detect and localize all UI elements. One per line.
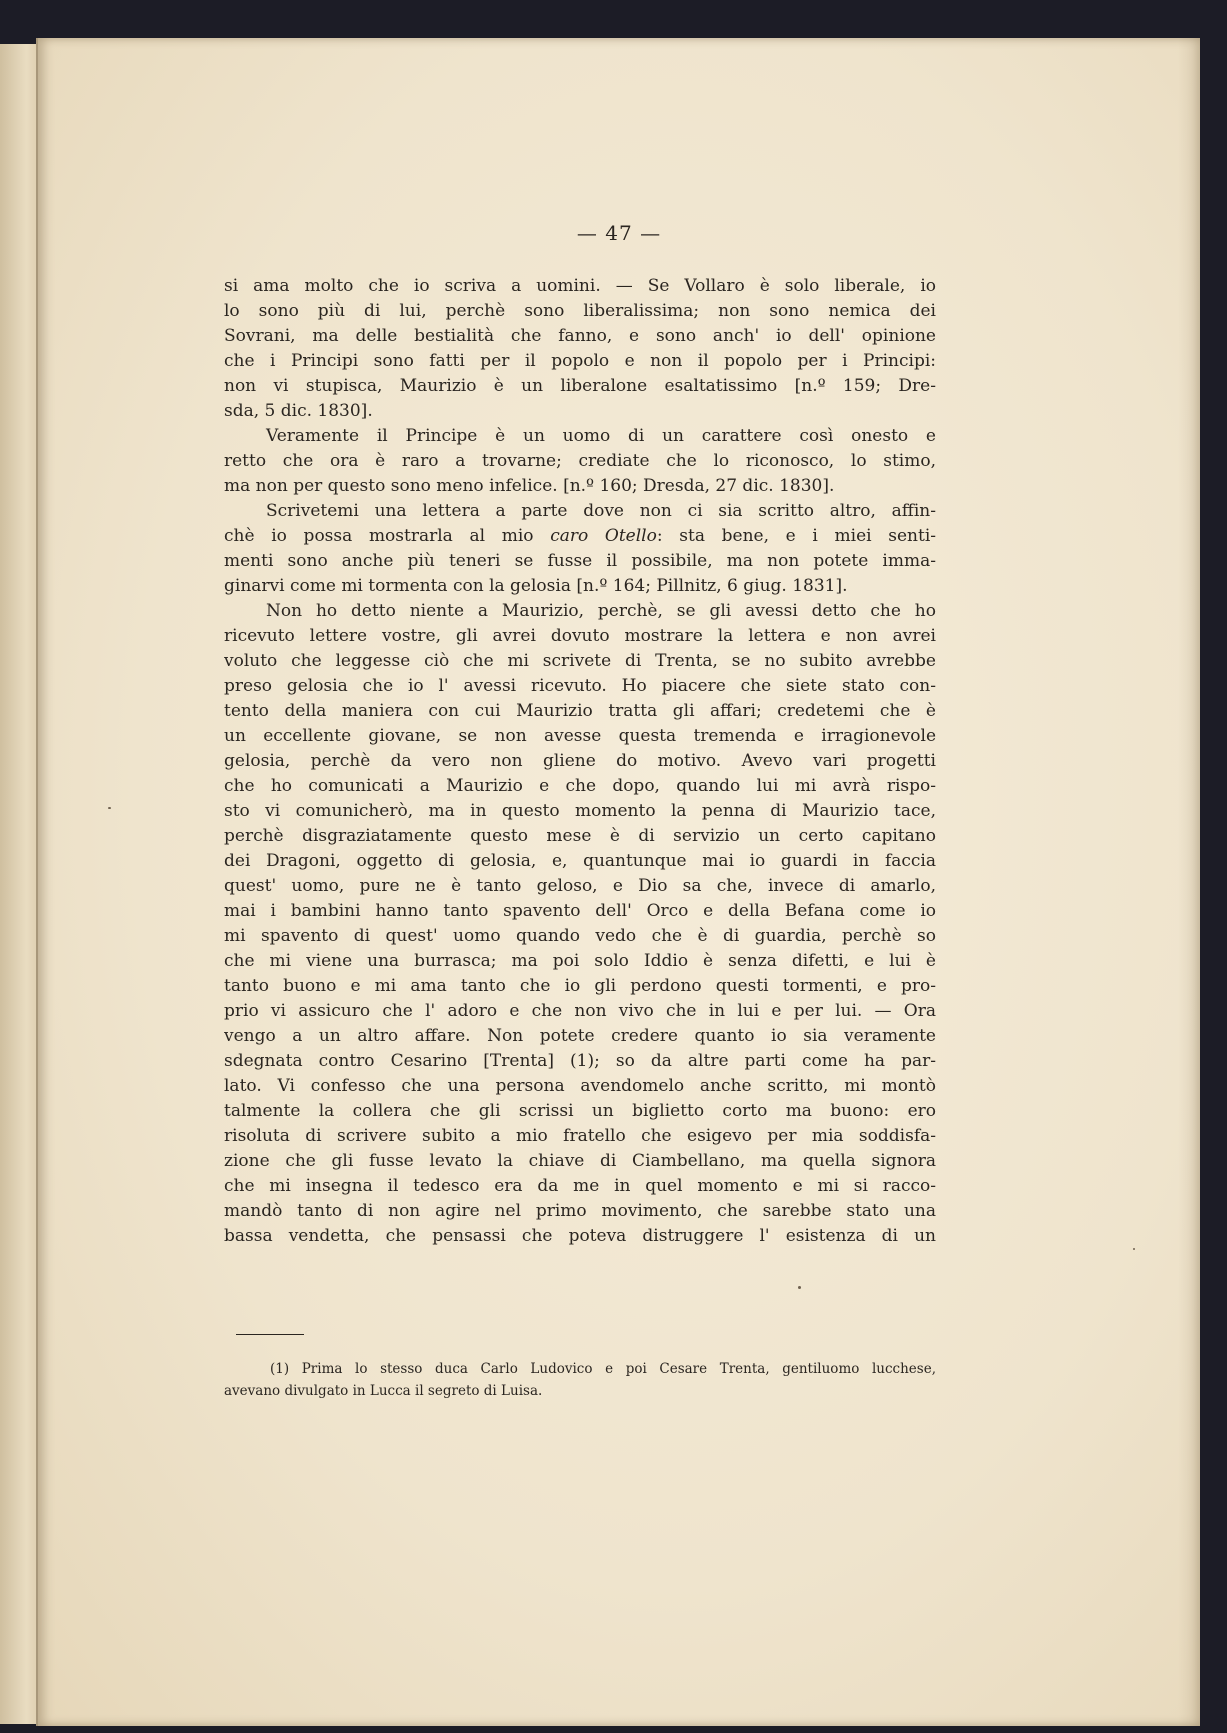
text-line-mixed [224, 524, 936, 549]
footnote-line: avevano divulgato in Lucca il segreto di Luisa. [224, 1383, 543, 1399]
text-line: Veramente il Principe è un uomo di un carattere così onesto e [266, 426, 936, 446]
text-line: che mi insegna il tedesco era da me in quel momento e mi si racco- [224, 1176, 936, 1196]
text-line: ginarvi come mi tormenta con la gelosia [n.º 164; Pillnitz, 6 giug. 1831]. [224, 576, 848, 596]
text-line: retto che ora è raro a trovarne; crediate che lo riconosco, lo stimo, [224, 451, 936, 471]
paper-speck [108, 807, 111, 809]
text-line: Non ho detto niente a Maurizio, perchè, se gli avessi detto che ho [266, 601, 936, 621]
text-line: che i Principi sono fatti per il popolo e non il popolo per i Principi: [224, 351, 936, 371]
text-line: perchè disgraziatamente questo mese è di servizio un certo capitano [224, 826, 936, 846]
text-line: mai i bambini hanno tanto spavento dell' Orco e della Befana come io [224, 901, 936, 921]
text-line: sdegnata contro Cesarino [Trenta] (1); so da altre parti come ha par- [224, 1051, 936, 1071]
text-line: prio vi assicuro che l' adoro e che non vivo che in lui e per lui. — Ora [224, 1001, 936, 1021]
text-line: zione che gli fusse levato la chiave di Ciambellano, ma quella signora [224, 1151, 936, 1171]
text-line: bassa vendetta, che pensassi che poteva distruggere l' esistenza di un [224, 1226, 936, 1246]
text-line: mandò tanto di non agire nel primo movimento, che sarebbe stato una [224, 1201, 936, 1221]
page-number: — 47 — [576, 221, 662, 245]
page-shadow [1178, 38, 1200, 1726]
text-line: preso gelosia che io l' avessi ricevuto. Ho piacere che siete stato con- [224, 676, 936, 696]
text-line: Sovrani, ma delle bestialità che fanno, e sono anch' io dell' opinione [224, 326, 936, 346]
body-text [224, 274, 936, 1249]
text-line: menti sono anche più teneri se fusse il possibile, ma non potete imma- [224, 551, 936, 571]
text-line: vengo a un altro affare. Non potete credere quanto io sia veramente [224, 1026, 936, 1046]
text-line: tanto buono e mi ama tanto che io gli perdono questi tormenti, e pro- [224, 976, 936, 996]
text-line: voluto che leggesse ciò che mi scrivete di Trenta, se no subito avrebbe [224, 651, 936, 671]
text-line: quest' uomo, pure ne è tanto geloso, e Dio sa che, invece di amarlo, [224, 876, 936, 896]
text-line: che mi viene una burrasca; ma poi solo Iddio è senza difetti, e lui è [224, 951, 936, 971]
footnote-line: (1) Prima lo stesso duca Carlo Ludovico e poi Cesare Trenta, gentiluomo lucchese, [270, 1361, 936, 1377]
footnote [224, 1358, 936, 1402]
text-line: lo sono più di lui, perchè sono liberalissima; non sono nemica dei [224, 301, 936, 321]
text-line: risoluta di scrivere subito a mio fratello che esigevo per mia soddisfa- [224, 1126, 936, 1146]
text-line: che ho comunicati a Maurizio e che dopo, quando lui mi avrà rispo- [224, 776, 936, 796]
text-line: Scrivetemi una lettera a parte dove non ci sia scritto altro, affin- [266, 501, 936, 521]
paper-speck [1133, 1248, 1135, 1250]
footnote-divider [236, 1334, 304, 1335]
text-line: gelosia, perchè da vero non gliene do motivo. Avevo vari progetti [224, 751, 936, 771]
text-line: dei Dragoni, oggetto di gelosia, e, quantunque mai io guardi in faccia [224, 851, 936, 871]
page-sheet [36, 38, 1200, 1726]
text-line: non vi stupisca, Maurizio è un liberalone esaltatissimo [n.º 159; Dre- [224, 376, 936, 396]
text-line: mi spavento di quest' uomo quando vedo che è di guardia, perchè so [224, 926, 936, 946]
italic-phrase: caro Otello [550, 526, 657, 546]
paper-speck [798, 1286, 801, 1289]
text-line: un eccellente giovane, se non avesse questa tremenda e irragionevole [224, 726, 936, 746]
text-line: si ama molto che io scriva a uomini. — Se Vollaro è solo liberale, io [224, 276, 936, 296]
text-run: : sta bene, e i miei senti- [656, 526, 936, 546]
text-line: ricevuto lettere vostre, gli avrei dovuto mostrare la lettera e non avrei [224, 626, 936, 646]
text-line: sda, 5 dic. 1830]. [224, 401, 373, 421]
text-line: sto vi comunicherò, ma in questo momento la penna di Maurizio tace, [224, 801, 936, 821]
text-line: ma non per questo sono meno infelice. [n.º 160; Dresda, 27 dic. 1830]. [224, 476, 835, 496]
text-line: tento della maniera con cui Maurizio tratta gli affari; credetemi che è [224, 701, 936, 721]
text-line: lato. Vi confesso che una persona avendomelo anche scritto, mi montò [224, 1076, 936, 1096]
text-line: talmente la collera che gli scrissi un biglietto corto ma buono: ero [224, 1101, 936, 1121]
text-run: chè io possa mostrarla al mio [224, 526, 551, 546]
